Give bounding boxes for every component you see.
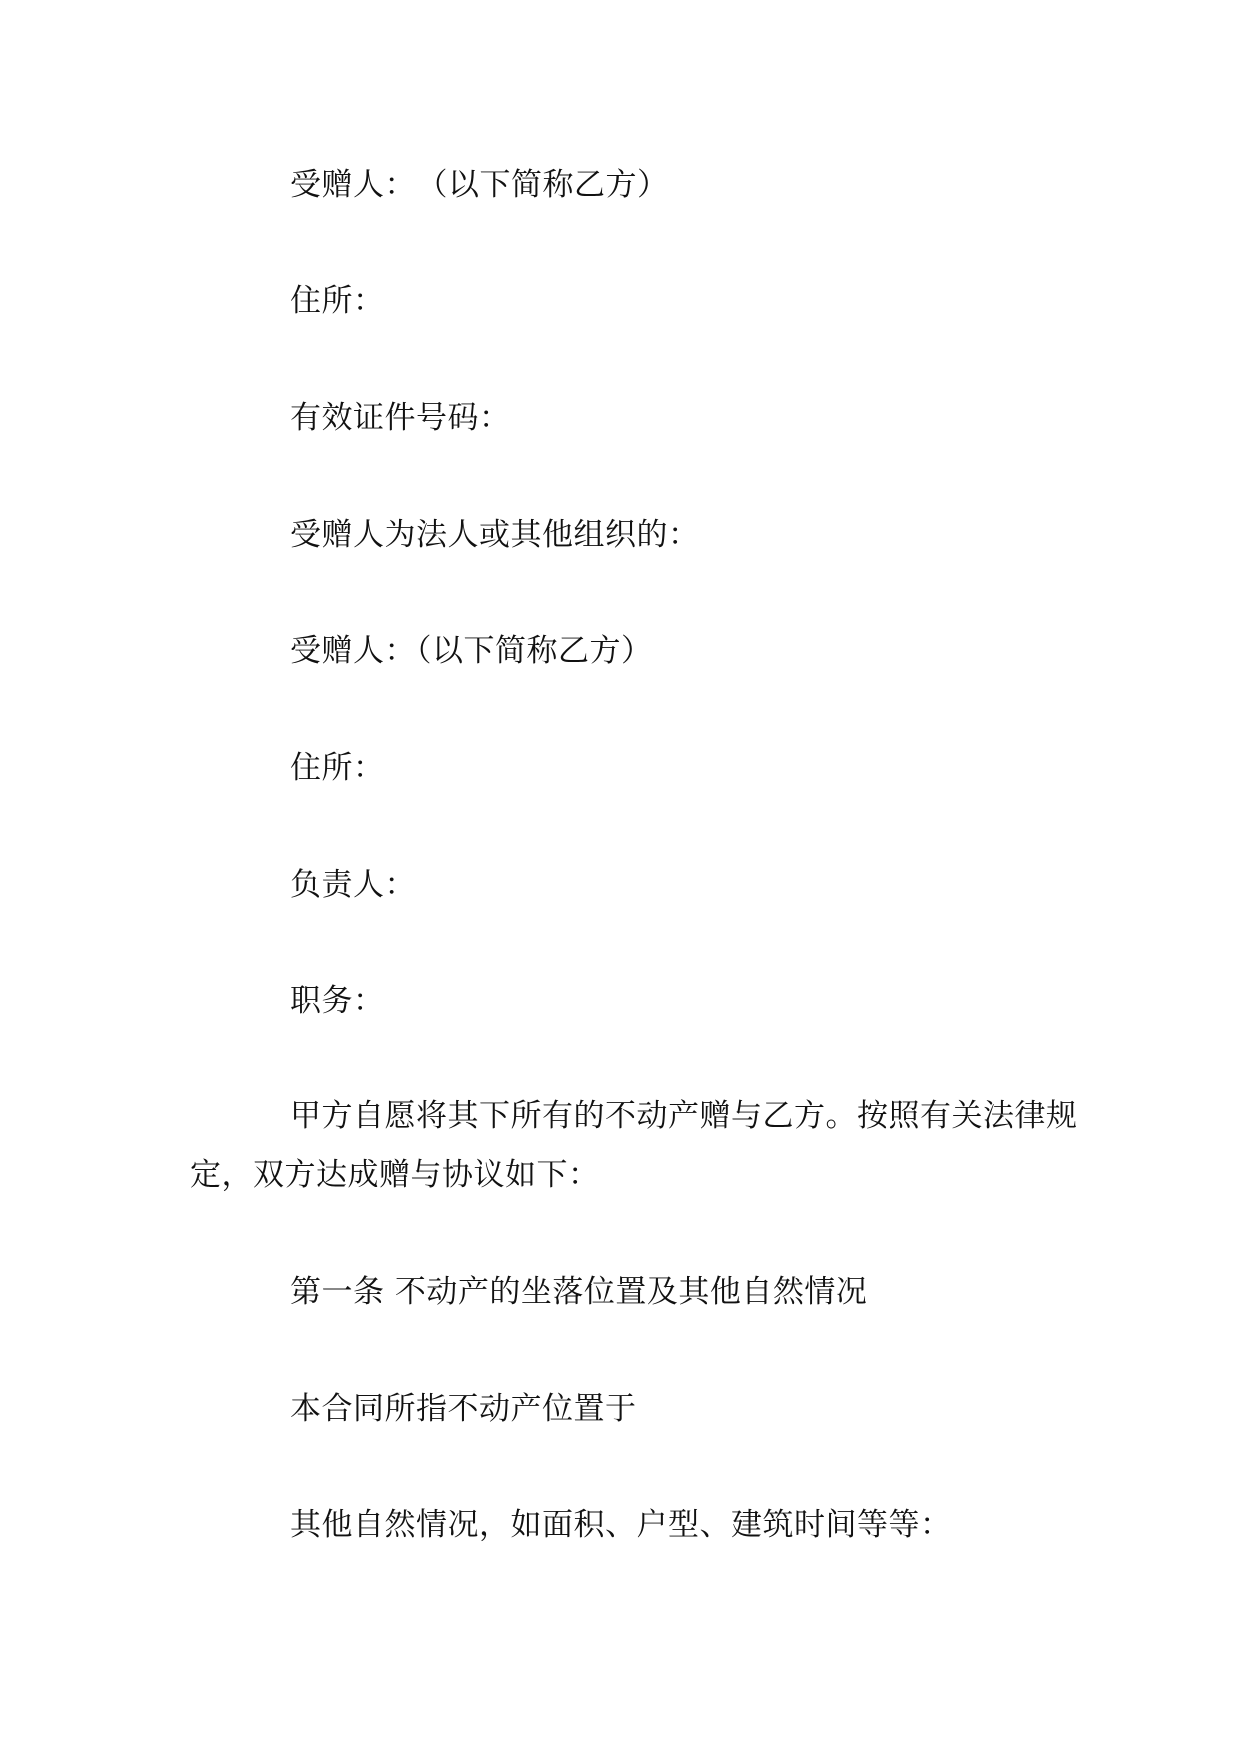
position-line: 职务： bbox=[290, 983, 385, 1019]
article-1-details: 其他自然情况，如面积、户型、建筑时间等等： bbox=[290, 1507, 952, 1543]
responsible-person-line: 负责人： bbox=[290, 867, 416, 903]
article-1-title: 第一条 不动产的坐落位置及其他自然情况 bbox=[290, 1274, 868, 1310]
agreement-paragraph: 甲方自愿将其下所有的不动产赠与乙方。按照有关法律规定，双方达成赠与协议如下： bbox=[190, 1098, 1078, 1193]
article-1-location: 本合同所指不动产位置于 bbox=[290, 1391, 637, 1427]
id-number-line: 有效证件号码： bbox=[290, 400, 511, 436]
org-address-line: 住所： bbox=[290, 750, 385, 786]
address-line: 住所： bbox=[290, 283, 385, 319]
donee-organization-line: 受赠人为法人或其他组织的： bbox=[290, 517, 700, 553]
donee-line: 受赠人： （以下简称乙方） bbox=[290, 167, 669, 203]
donee-org-line: 受赠人：（以下简称乙方） bbox=[290, 633, 653, 669]
